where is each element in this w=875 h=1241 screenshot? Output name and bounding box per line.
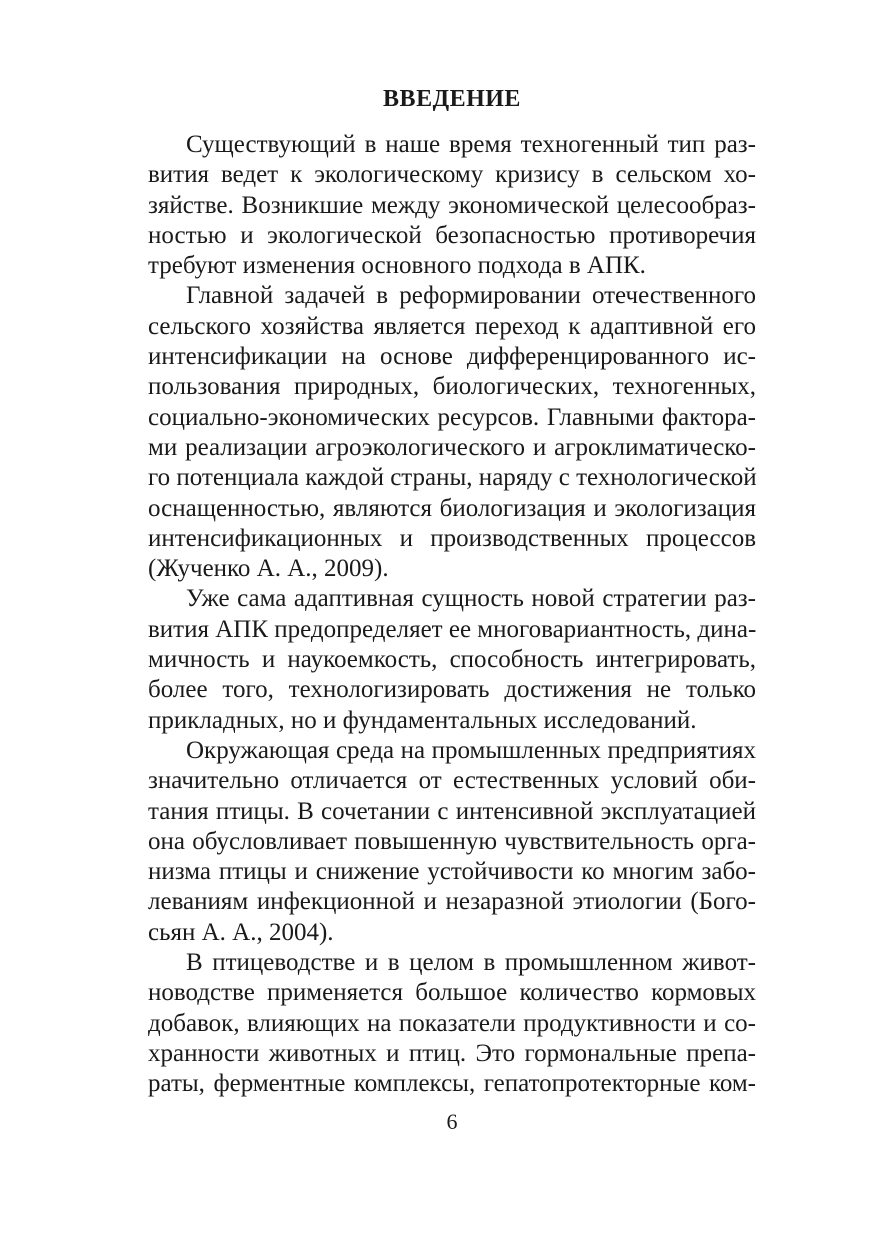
text-line: значительно отличается от естественных условий оби- [148, 767, 756, 795]
text-line: добавок, влияющих на показатели продуктивности и со- [148, 1009, 756, 1037]
body-text [148, 130, 756, 1100]
text-line: вития ведет к экологическому кризису в сельском хо- [148, 161, 756, 189]
text-line: сельского хозяйства является переход к адаптивной его [148, 312, 756, 340]
text-line: В птицеводстве и в целом в промышленном живот- [186, 949, 756, 977]
text-line: ностью и экологической безопасностью противоречия [148, 221, 756, 249]
paragraph [148, 584, 756, 735]
text-line: зяйстве. Возникшие между экономической целесообраз- [148, 191, 756, 219]
text-line: тания птицы. В сочетании с интенсивной эксплуатацией [148, 797, 756, 825]
text-line: хранности животных и птиц. Это гормональные препа- [148, 1039, 756, 1067]
text-line: мичность и наукоемкость, способность интегрировать, [148, 646, 756, 674]
text-line: Уже сама адаптивная сущность новой стратегии раз- [186, 585, 756, 613]
text-line: вития АПК предопределяет ее многовариантность, дина- [148, 615, 757, 643]
text-line: интенсификационных и производственных процессов [148, 524, 756, 552]
paragraph [148, 281, 756, 584]
paragraph [148, 948, 756, 1099]
paragraph [148, 130, 756, 281]
text-line: пользования природных, биологических, техногенных, [148, 373, 756, 401]
paragraph [148, 736, 756, 948]
text-line: прикладных, но и фундаментальных исследований. [148, 706, 697, 734]
text-line: сьян А. А., 2004). [148, 918, 334, 946]
text-line: леваниям инфекционной и незаразной этиологии (Бого- [148, 888, 756, 916]
text-line: оснащенностью, являются биологизация и экологизация [148, 494, 756, 522]
text-line: го потенциала каждой страны, наряду с технологической [148, 464, 757, 492]
page-number: 6 [446, 1109, 458, 1134]
chapter-heading: ВВЕДЕНИЕ [383, 86, 521, 112]
text-line: социально-экономических ресурсов. Главными фактора- [148, 403, 756, 431]
text-line: Существующий в наше время техногенный тип раз- [186, 131, 756, 158]
text-line: раты, ферментные комплексы, гепатопротекторные ком- [148, 1070, 756, 1098]
text-line: она обусловливает повышенную чувствительность орга- [148, 827, 756, 855]
text-line: новодстве применяется большое количество кормовых [148, 979, 756, 1007]
text-line: ми реализации агроэкологического и агроклиматическо- [148, 433, 756, 461]
text-line: Главной задачей в реформировании отечественного [186, 282, 756, 310]
text-line: требуют изменения основного подхода в АПК. [148, 252, 646, 280]
text-line: Окружающая среда на промышленных предприятиях [186, 736, 756, 764]
text-line: (Жученко А. А., 2009). [148, 555, 389, 583]
text-line: низма птицы и снижение устойчивости ко многим забо- [148, 858, 756, 886]
text-line: интенсификации на основе дифференцированного ис- [148, 343, 756, 371]
text-line: более того, технологизировать достижения не только [148, 676, 756, 704]
